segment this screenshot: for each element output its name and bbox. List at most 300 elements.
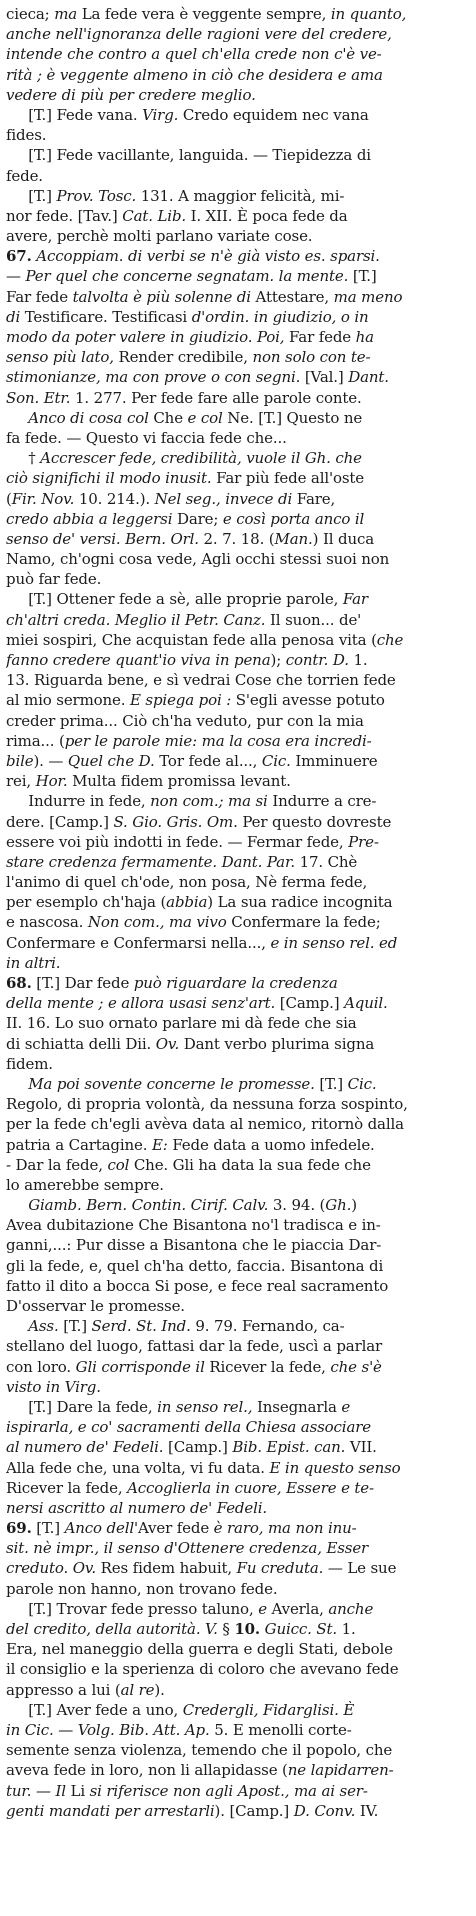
text-segment: senso più lato, [6, 348, 114, 367]
text-line [6, 287, 468, 307]
text-line [6, 529, 468, 549]
text-segment: Far fede [284, 328, 356, 346]
text-line [6, 509, 468, 529]
text-line [6, 1235, 468, 1255]
text-segment: 67. [6, 247, 32, 266]
text-segment: contr. D. [285, 651, 349, 669]
text-segment: e in senso rel. ed [270, 933, 398, 952]
text-line [6, 44, 468, 64]
text-line [6, 105, 468, 125]
text-segment: Per quel che concerne segnatam. la mente. [25, 267, 349, 286]
text-segment: credo abbia a leggersi [6, 509, 173, 528]
text-line [6, 1538, 468, 1558]
text-segment: al numero de' Fedeli. [6, 1438, 164, 1457]
text-line [6, 145, 468, 165]
text-line [6, 1316, 468, 1336]
text-segment: e [341, 1397, 351, 1416]
text-line [6, 1013, 468, 1033]
text-segment: E: [152, 1135, 168, 1154]
text-segment: di schiatta delli Dii. [6, 1034, 156, 1053]
text-segment: 9. 79. Fernando, ca- [190, 1317, 345, 1336]
text-line [6, 650, 468, 670]
text-segment: visto in Virg. [6, 1377, 101, 1396]
text-segment: ( [6, 489, 12, 508]
text-segment: nersi ascritto al numero de' Fedeli. [6, 1498, 268, 1517]
text-segment: Attestare, [250, 287, 334, 306]
text-line [6, 892, 468, 912]
text-segment: Insegnarla [252, 1397, 342, 1416]
text-segment: [T.] Dare la fede, [6, 1397, 158, 1416]
text-line [6, 367, 468, 387]
text-line [6, 690, 468, 710]
text-segment: 68. [6, 974, 32, 992]
text-segment: è raro, ma non inu- [213, 1519, 357, 1538]
text-line [6, 1336, 468, 1356]
text-segment: che [376, 630, 404, 649]
text-segment: 1. [348, 651, 368, 669]
text-segment: ha [355, 328, 374, 346]
text-segment: 1. [336, 1620, 356, 1638]
text-segment: 10. 214.). [74, 489, 155, 508]
text-segment: [Camp.] [275, 994, 345, 1013]
text-line [6, 1034, 468, 1054]
text-segment: Cat. Lib. [122, 206, 187, 225]
text-line [6, 408, 468, 428]
text-segment: intende che contro a quel ch'ella crede non c'è ve- [6, 45, 382, 64]
text-segment: Far più fede all'oste [211, 469, 365, 488]
text-segment: Cic. [261, 751, 291, 770]
text-line [6, 1599, 468, 1619]
text-segment: D'osservar le promesse. [6, 1297, 185, 1315]
text-segment: fatto il dito a bocca Si pose, e fece real sacramento [6, 1276, 389, 1295]
text-segment: l'animo di quel ch'ode, non posa, Nè ferma fede, [6, 873, 368, 892]
text-segment: Confermare la fede; [226, 913, 381, 932]
text-line [6, 1437, 468, 1457]
text-line [6, 4, 468, 24]
text-line [6, 549, 468, 569]
text-line [6, 125, 468, 145]
text-segment [6, 1075, 28, 1093]
text-segment: avere, perchè molti parlano variate cose. [6, 227, 313, 246]
text-segment: Anco di cosa col [28, 408, 149, 427]
text-segment: Dant verbo plurima signa [179, 1034, 375, 1053]
text-segment: [T.] Ottener fede a sè, alle proprie parole, [6, 590, 343, 609]
text-line [6, 1357, 468, 1377]
text-line [6, 569, 468, 589]
text-segment: S'egli avesse potuto [231, 691, 385, 710]
text-segment: e [258, 1599, 267, 1618]
text-segment: II. 16. Lo suo ornato parlare mi dà fede che sia [6, 1014, 357, 1033]
text-segment: gli la fede, e, quel ch'ha detto, faccia. Bisantona di [6, 1256, 384, 1275]
text-segment: Averla, [266, 1599, 329, 1618]
text-segment: La fede vera è veggente sempre, [77, 5, 331, 23]
text-segment: essere voi più indotti in fede. — Fermar fede, [6, 832, 349, 851]
text-segment: Man. [274, 529, 313, 548]
text-segment: Ne. [T.] Questo ne [222, 408, 363, 427]
text-line [6, 1760, 468, 1780]
text-segment: Confermare e Confermarsi nella..., [6, 933, 271, 952]
text-segment: per le parole mie: ma la cosa era incredi- [64, 731, 372, 750]
text-segment: [T.] [348, 267, 377, 286]
text-line [6, 1558, 468, 1578]
text-line [6, 65, 468, 85]
text-segment: Per questo dovreste [237, 812, 392, 831]
text-line [6, 489, 468, 509]
text-segment: Ass. [28, 1317, 59, 1336]
text-line [6, 1215, 468, 1235]
text-segment: Indurre a cre- [267, 792, 377, 811]
text-line [6, 1659, 468, 1679]
text-segment: 69. [6, 1519, 32, 1538]
text-segment: 17. Chè [294, 852, 358, 871]
text-segment: al re [120, 1680, 155, 1699]
text-segment: Multa fidem promissa levant. [67, 772, 291, 791]
text-segment: in senso rel., [157, 1397, 253, 1416]
text-segment: Hor. [35, 772, 68, 791]
text-segment: — [6, 267, 26, 286]
text-segment: Far fede [6, 287, 73, 306]
text-line [6, 1478, 468, 1498]
text-segment: Ricever la fede, [204, 1357, 331, 1376]
text-line [6, 1639, 468, 1659]
text-line [6, 953, 468, 973]
text-line [6, 1397, 468, 1417]
text-segment: vedere di più per credere meglio. [6, 85, 256, 104]
text-segment: rima... ( [6, 731, 65, 750]
text-segment: Credo equidem nec vana [178, 105, 369, 124]
text-segment: patria a Cartagine. [6, 1135, 152, 1154]
text-segment: Anco dell' [64, 1519, 138, 1538]
text-segment: [T.] [6, 186, 57, 205]
text-line [6, 872, 468, 892]
text-segment: il consiglio e la sperienza di coloro che avevano fede [6, 1660, 399, 1679]
text-segment: E spiega poi : [130, 691, 232, 710]
text-segment: D. Conv. [293, 1801, 356, 1820]
text-segment: per la fede ch'egli avèva data al nemico, ritornò dalla [6, 1115, 404, 1134]
text-segment: creder prima... Ciò ch'ha veduto, pur con la mia [6, 711, 364, 730]
text-segment: Indurre in fede, [6, 792, 151, 811]
text-segment: Cic. [347, 1074, 377, 1093]
text-line [6, 1518, 468, 1538]
text-line [6, 24, 468, 44]
text-segment: bile [6, 751, 34, 770]
text-segment: genti mandati per arrestarli [6, 1801, 215, 1820]
text-segment: Aquil. [344, 994, 388, 1013]
text-segment: 1. 277. Per fede fare alle parole conte. [70, 388, 362, 407]
text-segment: lo amerebbe sempre. [6, 1175, 164, 1194]
text-line [6, 226, 468, 246]
text-segment: Che. Gli ha data la sua fede che [129, 1155, 371, 1174]
text-segment: cieca; [6, 5, 55, 23]
text-line [6, 1377, 468, 1397]
text-segment [6, 1196, 28, 1214]
text-segment: talvolta è più solenne di [72, 287, 251, 306]
text-segment: Prov. Tosc. [56, 186, 137, 205]
text-segment: abbia [166, 893, 208, 912]
text-segment: † [6, 449, 41, 468]
text-segment: che s'è [330, 1357, 382, 1376]
text-segment: [T.] Trovar fede presso taluno, [6, 1599, 259, 1618]
text-segment: senso de' versi. Bern. Orl. [6, 529, 199, 548]
text-line [6, 206, 468, 226]
text-line [6, 1680, 468, 1700]
text-segment: in Cic. — Volg. Bib. Att. Ap. [6, 1720, 210, 1739]
text-line [6, 388, 468, 408]
text-line [6, 1114, 468, 1134]
text-segment: Ov. [155, 1034, 180, 1053]
text-segment: ch'altri creda. Meglio il Petr. Canz. [6, 610, 266, 629]
text-segment: [T.] Aver fede a uno, [6, 1700, 183, 1719]
text-segment: non solo con te- [252, 348, 371, 367]
text-segment: ma meno [333, 287, 403, 306]
text-segment: Bib. Epist. can. [232, 1438, 346, 1457]
text-segment: ciò significhi il modo inusit. [6, 469, 212, 488]
text-segment: fides. [6, 126, 47, 145]
text-line [6, 711, 468, 731]
text-segment: [Camp.] [163, 1438, 233, 1457]
text-segment: ispirarla, e co' sacramenti della Chiesa associare [6, 1418, 371, 1437]
text-segment: si riferisce non agli Apost., ma ai ser- [89, 1781, 368, 1800]
text-segment: E in questo senso [269, 1458, 401, 1477]
text-line [6, 771, 468, 791]
text-segment [6, 409, 28, 427]
text-segment: e col [187, 408, 223, 427]
text-segment: Accoglierla in cuore, Essere e te- [127, 1478, 374, 1497]
text-line [6, 1074, 468, 1094]
text-segment: può riguardare la credenza [133, 974, 338, 992]
text-segment: dere. [Camp.] [6, 812, 114, 831]
text-line [6, 347, 468, 367]
text-segment: ); [270, 651, 286, 669]
text-segment: Quel che D. [67, 751, 155, 770]
text-segment: Fede data a uomo infedele. [167, 1135, 375, 1154]
text-segment: Li [65, 1781, 90, 1800]
text-segment: Render credibile, [113, 348, 253, 367]
text-line [6, 428, 468, 448]
text-segment: 10. [234, 1620, 260, 1638]
text-segment: Far [342, 590, 368, 609]
text-segment: [T.] [314, 1074, 348, 1093]
text-segment: Aver fede [137, 1519, 214, 1538]
text-line [6, 973, 468, 993]
text-segment: ). [Camp.] [214, 1801, 294, 1820]
text-segment: Il suon... de' [265, 610, 362, 629]
text-segment: tur. — Il [6, 1781, 66, 1800]
text-line [6, 1256, 468, 1276]
text-segment: Accrescer fede, credibilità, vuole il Gh. che [40, 449, 362, 468]
text-line [6, 1720, 468, 1740]
text-segment: e così porta anco il [222, 509, 365, 528]
text-line [6, 670, 468, 690]
text-segment: ne lapidarren- [287, 1761, 394, 1780]
text-segment: per esemplo ch'haja ( [6, 893, 167, 912]
text-segment: fanno credere quant'io viva in pena [6, 651, 271, 669]
text-line [6, 327, 468, 347]
text-line [6, 1700, 468, 1720]
text-segment: § [217, 1620, 235, 1638]
text-segment: 2. 7. 18. ( [198, 529, 275, 548]
text-segment: [T.] [31, 1519, 65, 1538]
text-segment: ) [351, 1196, 357, 1215]
text-segment: IV. [355, 1801, 379, 1820]
text-segment: S. Gio. Gris. Om. [113, 812, 238, 831]
text-line [6, 166, 468, 186]
text-segment: col [107, 1155, 130, 1174]
text-line [6, 1094, 468, 1114]
text-line [6, 246, 468, 266]
text-segment: 3. 94. ( [268, 1196, 326, 1215]
text-segment: Ma poi sovente concerne le promesse. [28, 1074, 315, 1093]
text-segment: Tor fede al..., [154, 751, 262, 770]
text-line [6, 468, 468, 488]
text-line [6, 448, 468, 468]
text-segment: Testificare. Testificasi [20, 307, 192, 326]
text-segment: di [6, 307, 21, 326]
text-segment: 13. Riguarda bene, e sì vedrai Cose che torrien fede [6, 671, 396, 690]
text-segment: d'ordin. in giudizio, o in [191, 307, 369, 326]
text-segment: fa fede. — Questo vi faccia fede che... [6, 428, 287, 447]
text-segment: Serd. St. Ind. [91, 1317, 191, 1336]
text-segment: ). — [33, 751, 68, 770]
text-line [6, 266, 468, 286]
text-line [6, 933, 468, 953]
text-line [6, 1801, 468, 1821]
text-segment: modo da poter valere in giudizio. Poi, [6, 328, 285, 346]
text-segment: anche nell'ignoranza delle ragioni vere del credere, [6, 25, 392, 44]
text-line [6, 1781, 468, 1801]
text-segment: miei sospiri, Che acquistan fede alla penosa vita ( [6, 630, 377, 649]
text-segment: ganni,...: Pur disse a Bisantona che le piaccia Dar- [6, 1236, 382, 1255]
text-segment: appresso a lui ( [6, 1680, 121, 1699]
text-line [6, 791, 468, 811]
text-line [6, 1155, 468, 1175]
text-segment: Virg. [142, 105, 179, 124]
text-segment: Fare, [292, 489, 336, 508]
text-segment: - Dar la fede, [6, 1155, 108, 1174]
dictionary-page [6, 4, 468, 1821]
text-segment: Che [148, 408, 188, 427]
text-segment: Pre- [348, 832, 379, 851]
text-segment: stimonianze, ma con prove o con segni. [6, 368, 301, 387]
text-segment: fede. [6, 166, 43, 185]
text-line [6, 1054, 468, 1074]
text-segment: aveva fede in loro, non li allapidasse ( [6, 1761, 288, 1780]
text-line [6, 1195, 468, 1215]
text-segment: Guicc. St. [264, 1620, 337, 1638]
text-segment: in altri. [6, 953, 61, 972]
text-segment: I. XII. È poca fede da [186, 206, 348, 225]
text-line [6, 1135, 468, 1155]
text-segment: Ricever la fede, [6, 1478, 128, 1497]
text-segment: VII. [345, 1438, 377, 1457]
text-segment: in quanto, [330, 5, 407, 23]
text-segment: Credergli, Fidarglisi. È [182, 1700, 355, 1719]
text-segment: [T.] Dar fede [31, 974, 134, 992]
text-line [6, 589, 468, 609]
text-segment: Accoppiam. di verbi se n'è già visto es. sparsi. [36, 247, 380, 266]
text-line [6, 832, 468, 852]
text-segment: [Val.] [300, 368, 349, 387]
text-segment: [T.] Fede vana. [6, 105, 143, 124]
text-segment: rei, [6, 772, 36, 791]
text-line [6, 912, 468, 932]
text-segment: 5. E menolli corte- [209, 1720, 352, 1739]
text-segment: non com.; ma si [150, 792, 268, 811]
text-line [6, 1296, 468, 1316]
text-segment: della mente ; e allora usasi senz'art. [6, 994, 276, 1013]
text-line [6, 1619, 468, 1639]
text-segment: nor fede. [Tav.] [6, 206, 123, 225]
text-segment [6, 1317, 28, 1335]
text-segment: Fu creduta. [236, 1559, 324, 1578]
text-segment: Gh. [325, 1196, 352, 1215]
text-segment: Imminuere [290, 751, 378, 770]
text-segment: ). [154, 1680, 165, 1699]
text-segment: ) La sua radice incognita [207, 893, 393, 912]
text-segment: [T.] Fede vacillante, languida. — Tiepidezza di [6, 146, 371, 165]
text-segment: semente senza violenza, temendo che il popolo, che [6, 1741, 393, 1760]
text-segment: Era, nel maneggio della guerra e degli Stati, debole [6, 1640, 393, 1659]
text-segment: [T.] [58, 1317, 92, 1336]
text-line [6, 812, 468, 832]
text-line [6, 1498, 468, 1518]
text-segment: può far fede. [6, 570, 102, 589]
text-line [6, 307, 468, 327]
text-segment: anche [328, 1599, 374, 1618]
text-segment: ma [54, 5, 78, 23]
text-line [6, 1458, 468, 1478]
text-segment: parole non hanno, non trovano fede. [6, 1579, 278, 1598]
text-line [6, 731, 468, 751]
text-segment: Avea dubitazione Che Bisantona no'l tradisca e in- [6, 1216, 381, 1235]
text-line [6, 1740, 468, 1760]
text-line [6, 610, 468, 630]
text-line [6, 186, 468, 206]
text-segment: Regolo, di propria volontà, da nessuna forza sospinto, [6, 1095, 408, 1114]
text-line [6, 1579, 468, 1599]
text-segment: sit. nè impr., il senso d'Ottenere credenza, Esser [6, 1539, 369, 1558]
text-segment: Namo, ch'ogni cosa vede, Agli occhi stessi suoi non [6, 550, 390, 569]
text-segment: e nascosa. [6, 913, 88, 932]
text-line [6, 993, 468, 1013]
text-line [6, 1276, 468, 1296]
text-line [6, 630, 468, 650]
text-segment: Giamb. Bern. Contin. Cirif. Calv. [28, 1196, 269, 1215]
text-line [6, 1417, 468, 1437]
text-segment: Dare; [172, 509, 223, 528]
text-segment: Son. Etr. [6, 388, 71, 407]
text-segment: Dant. [348, 368, 389, 387]
text-segment: Res fidem habuit, [96, 1559, 237, 1578]
text-segment: — Le sue [323, 1559, 397, 1578]
text-segment: fidem. [6, 1054, 53, 1073]
text-segment: ) Il duca [312, 529, 375, 548]
text-segment: con loro. [6, 1357, 76, 1376]
text-segment: del credito, della autorità. V. [6, 1620, 218, 1638]
text-segment: 131. A maggior felicità, mi- [136, 186, 345, 205]
text-segment: stellano del luogo, fattasi dar la fede, uscì a parlar [6, 1337, 383, 1356]
text-line [6, 751, 468, 771]
text-segment: Fir. Nov. [11, 489, 75, 508]
text-segment: al mio sermone. [6, 691, 131, 710]
text-line [6, 852, 468, 872]
text-segment: rità ; è veggente almeno in ciò che desidera e ama [6, 65, 383, 84]
text-segment: stare credenza fermamente. Dant. Par. [6, 852, 295, 871]
text-segment: creduto. Ov. [6, 1559, 97, 1578]
text-segment: Gli corrisponde il [75, 1357, 205, 1376]
text-segment: Nel seg., invece di [154, 489, 293, 508]
text-line [6, 85, 468, 105]
